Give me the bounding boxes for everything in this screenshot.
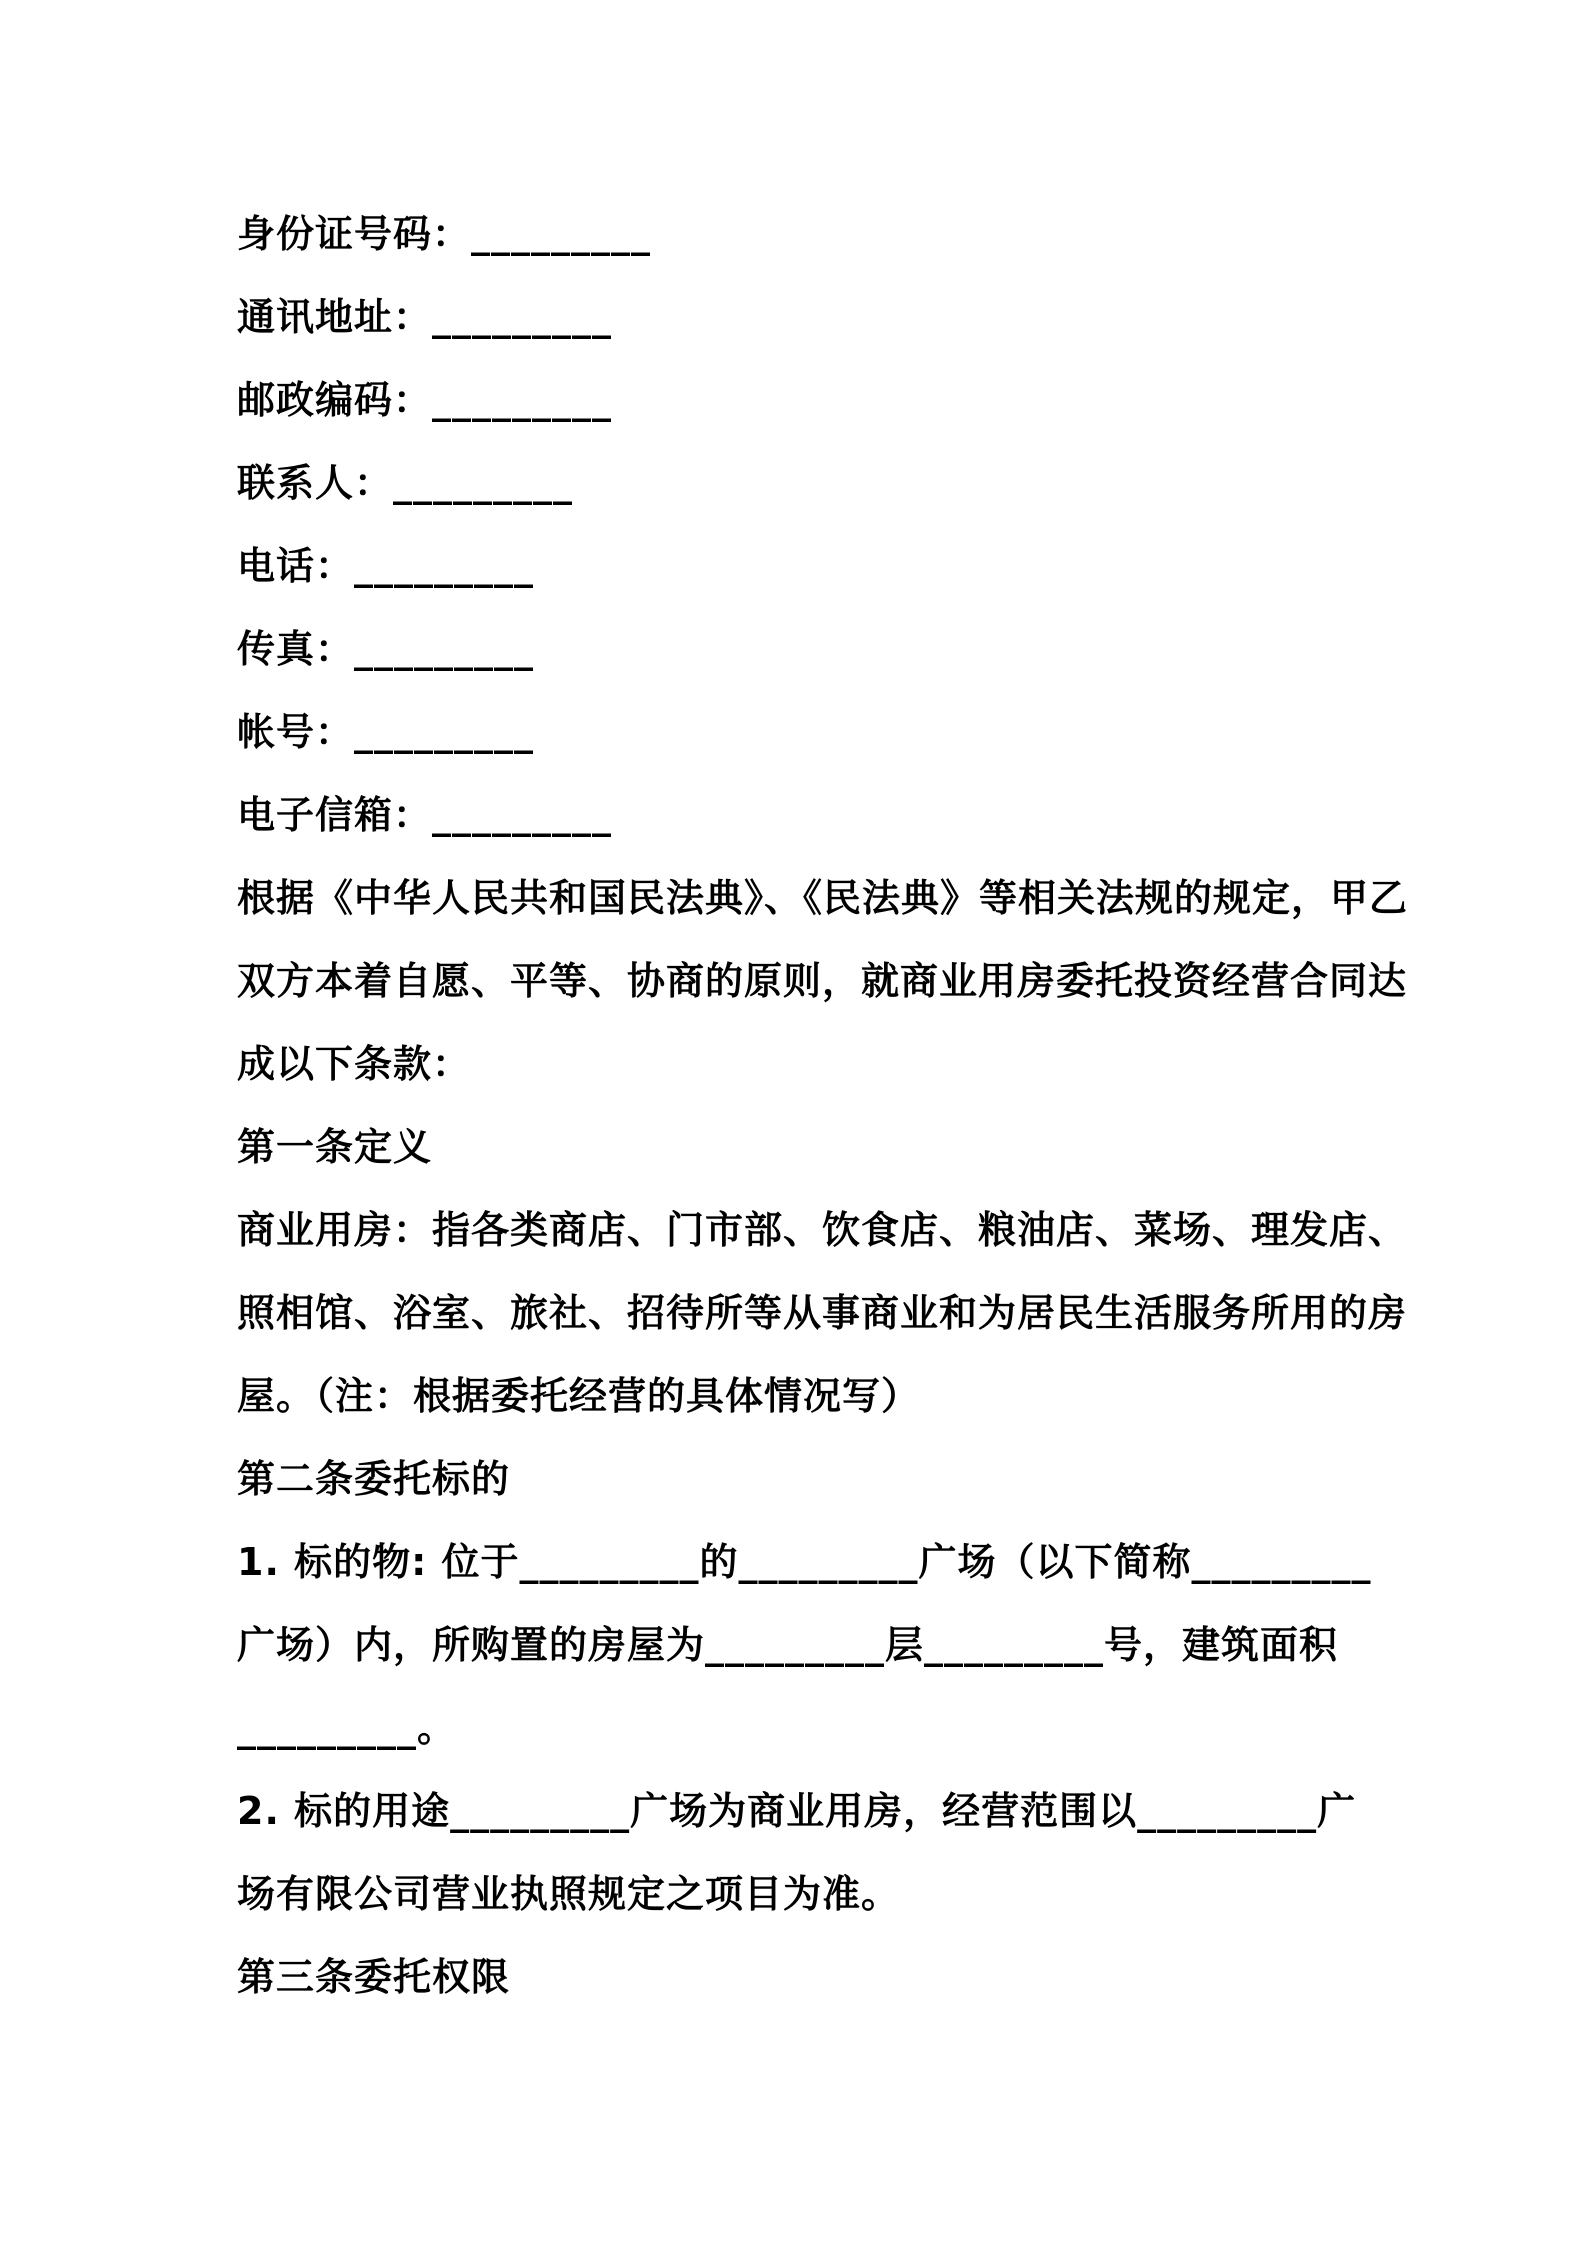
field-account-number: 帐号：_________ xyxy=(237,710,535,754)
field-contact-person: 联系人：_________ xyxy=(237,461,574,505)
field-mailing-address: 通讯地址：_________ xyxy=(237,295,613,339)
clause-subject-line-3: _________。 xyxy=(237,1706,457,1750)
clause-subject-line-2: 广场）内，所购置的房屋为_________层_________号，建筑面积 xyxy=(237,1623,1339,1667)
field-phone: 电话：_________ xyxy=(237,544,535,588)
heading-article-3-authority: 第三条委托权限 xyxy=(237,1955,511,1999)
intro-clause-line-3: 成以下条款： xyxy=(237,1042,472,1086)
field-email: 电子信箱：_________ xyxy=(237,793,613,837)
intro-clause-line-1: 根据《中华人民共和国民法典》、《民法典》等相关法规的规定，甲乙 xyxy=(237,876,1409,920)
field-id-number: 身份证号码：_________ xyxy=(237,212,652,256)
definition-line-3: 屋。（注：根据委托经营的具体情况写） xyxy=(237,1374,921,1418)
definition-line-2: 照相馆、浴室、旅社、招待所等从事商业和为居民生活服务所用的房 xyxy=(237,1291,1408,1335)
heading-article-1-definition: 第一条定义 xyxy=(237,1125,433,1169)
field-postal-code: 邮政编码：_________ xyxy=(237,378,613,422)
clause-purpose-line-2: 场有限公司营业执照规定之项目为准。 xyxy=(237,1872,901,1916)
definition-line-1: 商业用房：指各类商店、门市部、饮食店、粮油店、菜场、理发店、 xyxy=(237,1208,1408,1252)
heading-article-2-subject: 第二条委托标的 xyxy=(237,1457,511,1501)
intro-clause-line-2: 双方本着自愿、平等、协商的原则，就商业用房委托投资经营合同达 xyxy=(237,959,1408,1003)
field-fax: 传真：_________ xyxy=(237,627,535,671)
clause-purpose-line-1: 2. 标的用途_________广场为商业用房，经营范围以_________广 xyxy=(237,1789,1357,1833)
clause-subject-line-1: 1. 标的物: 位于_________的_________广场（以下简称_________ xyxy=(237,1540,1372,1584)
